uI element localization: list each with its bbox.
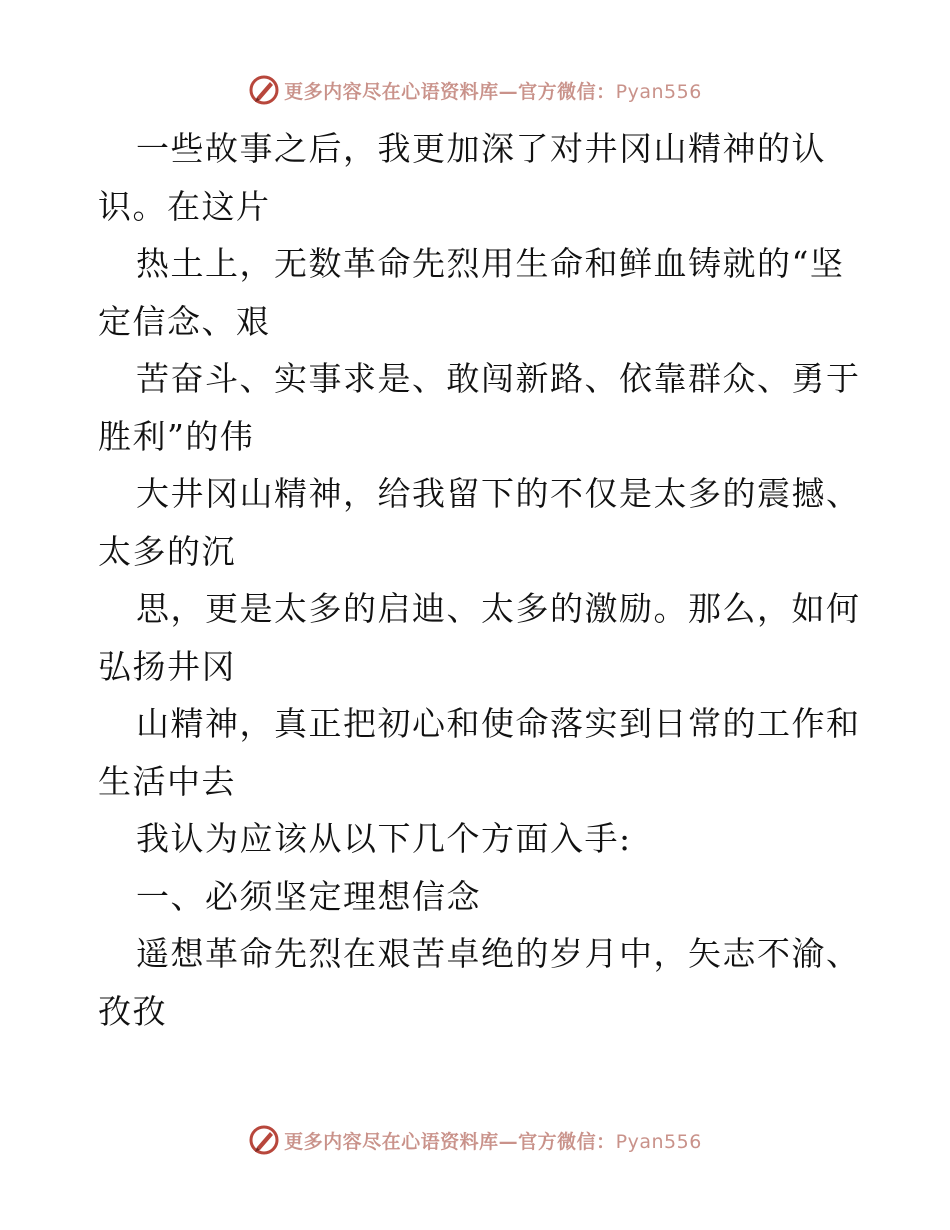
text-line: 苦奋斗、实事求是、敢闯新路、依靠群众、勇于 [136, 359, 861, 398]
text-line: 识。在这片 [98, 186, 271, 226]
text-line: 一、必须坚定理想信念 [136, 876, 481, 916]
text-line: 定信念、艰 [98, 301, 271, 341]
text-line: 弘扬井冈 [98, 646, 236, 686]
watermark-header [0, 70, 950, 110]
text-line: 思，更是太多的启迪、太多的激励。那么，如何 [136, 589, 861, 628]
text-line: 我认为应该从以下几个方面入手: [136, 819, 632, 858]
text-line: 一些故事之后，我更加深了对井冈山精神的认 [136, 129, 826, 168]
pen-logo-icon [248, 74, 280, 106]
text-line: 大井冈山精神，给我留下的不仅是太多的震撼、 [136, 474, 861, 513]
text-line: 山精神，真正把初心和使命落实到日常的工作和 [136, 704, 861, 743]
text-line: 遥想革命先烈在艰苦卓绝的岁月中，矢志不渝、 [136, 934, 861, 973]
pen-logo-icon [248, 1124, 280, 1156]
text-line: 孜孜 [98, 991, 167, 1031]
text-line: 太多的沉 [98, 531, 236, 571]
watermark-footer [0, 1120, 950, 1160]
document-body [98, 120, 861, 1040]
text-line: 胜利”的伟 [98, 416, 255, 456]
watermark-text: 更多内容尽在心语资料库—官方微信：Pyan556 [284, 1130, 702, 1153]
text-line: 生活中去 [98, 761, 236, 801]
watermark-text: 更多内容尽在心语资料库—官方微信：Pyan556 [284, 80, 702, 103]
text-line: 热土上，无数革命先烈用生命和鲜血铸就的“坚 [136, 244, 845, 283]
